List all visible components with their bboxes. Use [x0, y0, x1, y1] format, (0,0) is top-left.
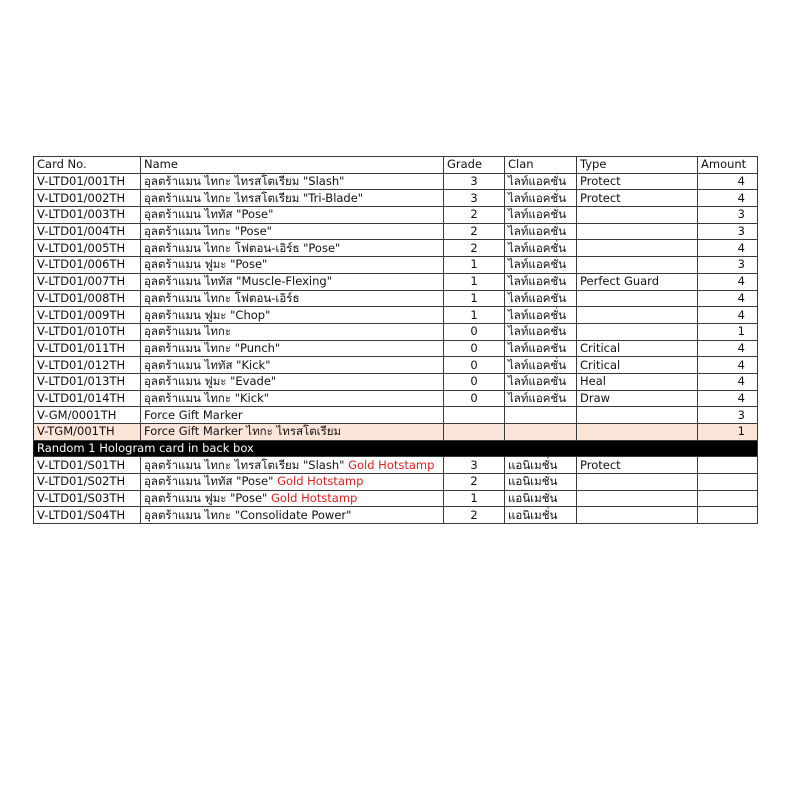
card-no-cell: V-LTD01/013TH	[34, 373, 141, 390]
card-name: อุลตร้าแมน ไทกะ "Consolidate Power"	[144, 507, 352, 522]
card-no-cell: V-LTD01/012TH	[34, 357, 141, 374]
header-card-no: Card No.	[34, 157, 141, 174]
card-no-cell: V-LTD01/006TH	[34, 257, 141, 274]
card-no-cell: V-LTD01/002TH	[34, 190, 141, 207]
type-cell	[577, 257, 698, 274]
table-row	[34, 357, 758, 374]
card-name: อุลตร้าแมน ไททัส "Pose"	[144, 474, 274, 489]
card-name: อุลตร้าแมน ฟูมะ "Pose"	[144, 491, 268, 506]
type-cell: Protect	[577, 190, 698, 207]
type-cell: Draw	[577, 390, 698, 407]
card-no-cell: V-LTD01/009TH	[34, 307, 141, 324]
table-row	[34, 223, 758, 240]
table-row	[34, 173, 758, 190]
grade-cell: 2	[444, 474, 505, 491]
table-row	[34, 273, 758, 290]
card-list-table	[33, 156, 758, 524]
grade-cell: 1	[444, 290, 505, 307]
card-no-cell: V-LTD01/S02TH	[34, 474, 141, 491]
name-cell: อุลตร้าแมน ไทกะ "Kick"	[141, 390, 444, 407]
name-cell: อุลตร้าแมน ไทกะ โฟตอน-เอิร์ธ "Pose"	[141, 240, 444, 257]
card-no-cell: V-LTD01/S01TH	[34, 457, 141, 474]
amount-cell: 4	[698, 340, 758, 357]
card-no-cell: V-LTD01/S04TH	[34, 507, 141, 524]
clan-cell: ไลท์แอคชั่น	[505, 223, 577, 240]
amount-cell: 1	[698, 323, 758, 340]
card-no-cell: V-LTD01/S03TH	[34, 490, 141, 507]
hologram-rows	[34, 457, 758, 524]
hologram-row	[34, 457, 758, 474]
table-row	[34, 424, 758, 441]
card-no-cell: V-LTD01/007TH	[34, 273, 141, 290]
clan-cell: ไลท์แอคชั่น	[505, 273, 577, 290]
grade-cell: 1	[444, 273, 505, 290]
clan-cell: ไลท์แอคชั่น	[505, 357, 577, 374]
hologram-banner-row	[34, 440, 758, 457]
type-cell: Perfect Guard	[577, 273, 698, 290]
grade-cell: 2	[444, 240, 505, 257]
amount-cell: 3	[698, 257, 758, 274]
clan-cell	[505, 424, 577, 441]
name-cell: อุลตร้าแมน ไทกะ โฟตอน-เอิร์ธ	[141, 290, 444, 307]
header-clan: Clan	[505, 157, 577, 174]
type-cell	[577, 207, 698, 224]
grade-cell	[444, 424, 505, 441]
card-no-cell: V-LTD01/010TH	[34, 323, 141, 340]
card-no-cell: V-GM/0001TH	[34, 407, 141, 424]
type-cell	[577, 307, 698, 324]
card-no-cell: V-LTD01/004TH	[34, 223, 141, 240]
clan-cell: ไลท์แอคชั่น	[505, 323, 577, 340]
amount-cell: 4	[698, 290, 758, 307]
amount-cell: 4	[698, 307, 758, 324]
gold-hotstamp-note: Gold Hotstamp	[277, 474, 364, 489]
hologram-row	[34, 507, 758, 524]
name-cell: อุลตร้าแมน ฟูมะ "Evade"	[141, 373, 444, 390]
type-cell	[577, 407, 698, 424]
grade-cell: 0	[444, 323, 505, 340]
type-cell: Protect	[577, 173, 698, 190]
card-no-cell: V-LTD01/008TH	[34, 290, 141, 307]
amount-cell: 4	[698, 173, 758, 190]
clan-cell: ไลท์แอคชั่น	[505, 373, 577, 390]
name-cell: Force Gift Marker	[141, 407, 444, 424]
grade-cell	[444, 407, 505, 424]
clan-cell: แอนิเมชั่น	[505, 490, 577, 507]
name-cell: อุลตร้าแมน ไททัส "Muscle-Flexing"	[141, 273, 444, 290]
clan-cell: ไลท์แอคชั่น	[505, 257, 577, 274]
amount-cell: 4	[698, 190, 758, 207]
type-cell: Critical	[577, 357, 698, 374]
clan-cell: แอนิเมชั่น	[505, 474, 577, 491]
type-cell	[577, 490, 698, 507]
table-row	[34, 257, 758, 274]
grade-cell: 2	[444, 507, 505, 524]
type-cell: Heal	[577, 373, 698, 390]
card-no-cell: V-LTD01/014TH	[34, 390, 141, 407]
card-no-cell: V-LTD01/011TH	[34, 340, 141, 357]
type-cell	[577, 323, 698, 340]
table-row	[34, 190, 758, 207]
table-row	[34, 407, 758, 424]
grade-cell: 1	[444, 257, 505, 274]
clan-cell: ไลท์แอคชั่น	[505, 173, 577, 190]
grade-cell: 1	[444, 307, 505, 324]
grade-cell: 0	[444, 340, 505, 357]
amount-cell	[698, 474, 758, 491]
grade-cell: 0	[444, 357, 505, 374]
amount-cell: 3	[698, 223, 758, 240]
name-cell: อุลตร้าแมน ไทกะ "Pose"	[141, 223, 444, 240]
name-cell: อุลตร้าแมน ฟูมะ "Chop"	[141, 307, 444, 324]
amount-cell	[698, 457, 758, 474]
card-rows	[34, 173, 758, 440]
header-amount: Amount	[698, 157, 758, 174]
hologram-banner: Random 1 Hologram card in back box	[34, 440, 758, 457]
name-cell: อุลตร้าแมน ไทกะ	[141, 323, 444, 340]
amount-cell: 4	[698, 390, 758, 407]
clan-cell	[505, 407, 577, 424]
amount-cell: 3	[698, 407, 758, 424]
grade-cell: 3	[444, 190, 505, 207]
type-cell	[577, 290, 698, 307]
type-cell	[577, 424, 698, 441]
name-cell: อุลตร้าแมน ไททัส "Kick"	[141, 357, 444, 374]
grade-cell: 1	[444, 490, 505, 507]
card-no-cell: V-LTD01/005TH	[34, 240, 141, 257]
clan-cell: ไลท์แอคชั่น	[505, 190, 577, 207]
card-no-cell: V-TGM/001TH	[34, 424, 141, 441]
name-cell: อุลตร้าแมน ฟูมะ "Pose"	[141, 257, 444, 274]
clan-cell: ไลท์แอคชั่น	[505, 307, 577, 324]
type-cell	[577, 240, 698, 257]
gold-hotstamp-note: Gold Hotstamp	[270, 491, 358, 506]
amount-cell: 4	[698, 273, 758, 290]
clan-cell: ไลท์แอคชั่น	[505, 240, 577, 257]
grade-cell: 0	[444, 390, 505, 407]
card-no-cell: V-LTD01/001TH	[34, 173, 141, 190]
clan-cell: ไลท์แอคชั่น	[505, 390, 577, 407]
amount-cell: 1	[698, 424, 758, 441]
amount-cell	[698, 490, 758, 507]
type-cell: Protect	[577, 457, 698, 474]
grade-cell: 2	[444, 223, 505, 240]
name-cell	[141, 457, 444, 474]
name-cell: อุลตร้าแมน ไทกะ ไทรสโตเรียม "Slash"	[141, 173, 444, 190]
table-row	[34, 307, 758, 324]
amount-cell: 3	[698, 207, 758, 224]
table-row	[34, 207, 758, 224]
header-name: Name	[141, 157, 444, 174]
header-grade: Grade	[444, 157, 505, 174]
amount-cell: 4	[698, 373, 758, 390]
table-row	[34, 340, 758, 357]
name-cell	[141, 490, 444, 507]
amount-cell: 4	[698, 240, 758, 257]
header-row	[34, 157, 758, 174]
table-row	[34, 323, 758, 340]
name-cell: Force Gift Marker ไทกะ ไทรสโตเรียม	[141, 424, 444, 441]
name-cell: อุลตร้าแมน ไทกะ ไทรสโตเรียม "Tri-Blade"	[141, 190, 444, 207]
amount-cell: 4	[698, 357, 758, 374]
clan-cell: ไลท์แอคชั่น	[505, 207, 577, 224]
grade-cell: 3	[444, 457, 505, 474]
type-cell	[577, 474, 698, 491]
hologram-row	[34, 490, 758, 507]
table-row	[34, 240, 758, 257]
amount-cell	[698, 507, 758, 524]
header-type: Type	[577, 157, 698, 174]
name-cell: อุลตร้าแมน ไทกะ "Punch"	[141, 340, 444, 357]
table-row	[34, 373, 758, 390]
clan-cell: ไลท์แอคชั่น	[505, 340, 577, 357]
card-no-cell: V-LTD01/003TH	[34, 207, 141, 224]
hologram-row	[34, 474, 758, 491]
name-cell: อุลตร้าแมน ไททัส "Pose"	[141, 207, 444, 224]
grade-cell: 2	[444, 207, 505, 224]
clan-cell: แอนิเมชั่น	[505, 457, 577, 474]
type-cell: Critical	[577, 340, 698, 357]
clan-cell: แอนิเมชั่น	[505, 507, 577, 524]
card-name: อุลตร้าแมน ไทกะ ไทรสโตเรียม "Slash"	[144, 457, 345, 472]
type-cell	[577, 223, 698, 240]
type-cell	[577, 507, 698, 524]
clan-cell: ไลท์แอคชั่น	[505, 290, 577, 307]
gold-hotstamp-note: Gold Hotstamp	[348, 457, 435, 472]
name-cell	[141, 474, 444, 491]
name-cell	[141, 507, 444, 524]
grade-cell: 0	[444, 373, 505, 390]
table-row	[34, 390, 758, 407]
grade-cell: 3	[444, 173, 505, 190]
table-row	[34, 290, 758, 307]
